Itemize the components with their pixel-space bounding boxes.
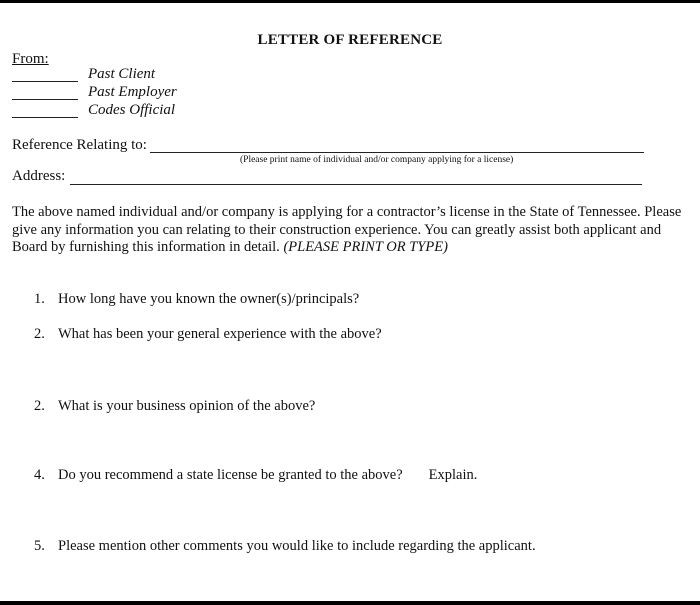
question-1	[34, 291, 359, 308]
from-label: From:	[12, 51, 49, 67]
bottom-border	[0, 601, 700, 605]
question-text: How long have you known the owner(s)/principals?	[58, 291, 360, 307]
question-3	[34, 398, 315, 415]
intro-paragraph	[12, 204, 692, 257]
question-5	[34, 538, 536, 555]
question-number: 2.	[34, 326, 45, 342]
top-border	[0, 0, 700, 3]
codes-official-checkbox-line[interactable]	[12, 117, 78, 118]
role-past-employer: Past Employer	[88, 84, 177, 100]
question-number: 2.	[34, 398, 45, 414]
question-number: 5.	[34, 538, 45, 554]
reference-name-field[interactable]	[150, 152, 644, 153]
intro-text: The above named individual and/or company is applying for a contractor’s license in the State of Tennessee. Please give any information you can relating to their construction experience. You can greatly assist both applicant and Board by furnishing this information in detail.	[12, 204, 682, 255]
reference-note: (Please print name of individual and/or company applying for a license)	[240, 155, 514, 165]
role-codes-official: Codes Official	[88, 102, 176, 118]
question-2	[34, 326, 382, 343]
page-title: LETTER OF REFERENCE	[257, 32, 443, 48]
past-client-checkbox-line[interactable]	[12, 81, 78, 82]
question-text: What has been your general experience with the above?	[58, 326, 382, 342]
question-number: 4.	[34, 467, 45, 483]
question-number: 1.	[34, 291, 45, 307]
address-label: Address:	[12, 168, 66, 184]
question-text: What is your business opinion of the above?	[58, 398, 316, 414]
role-past-client: Past Client	[88, 66, 156, 82]
past-employer-checkbox-line[interactable]	[12, 99, 78, 100]
question-text: Please mention other comments you would like to include regarding the applicant.	[58, 538, 536, 554]
intro-emphasis: (PLEASE PRINT OR TYPE)	[283, 239, 448, 255]
question-text: Do you recommend a state license be granted to the above?	[58, 467, 403, 483]
question-4	[34, 467, 477, 484]
question-explain: Explain.	[428, 467, 478, 483]
reference-label: Reference Relating to:	[12, 137, 147, 153]
address-field[interactable]	[70, 184, 642, 185]
